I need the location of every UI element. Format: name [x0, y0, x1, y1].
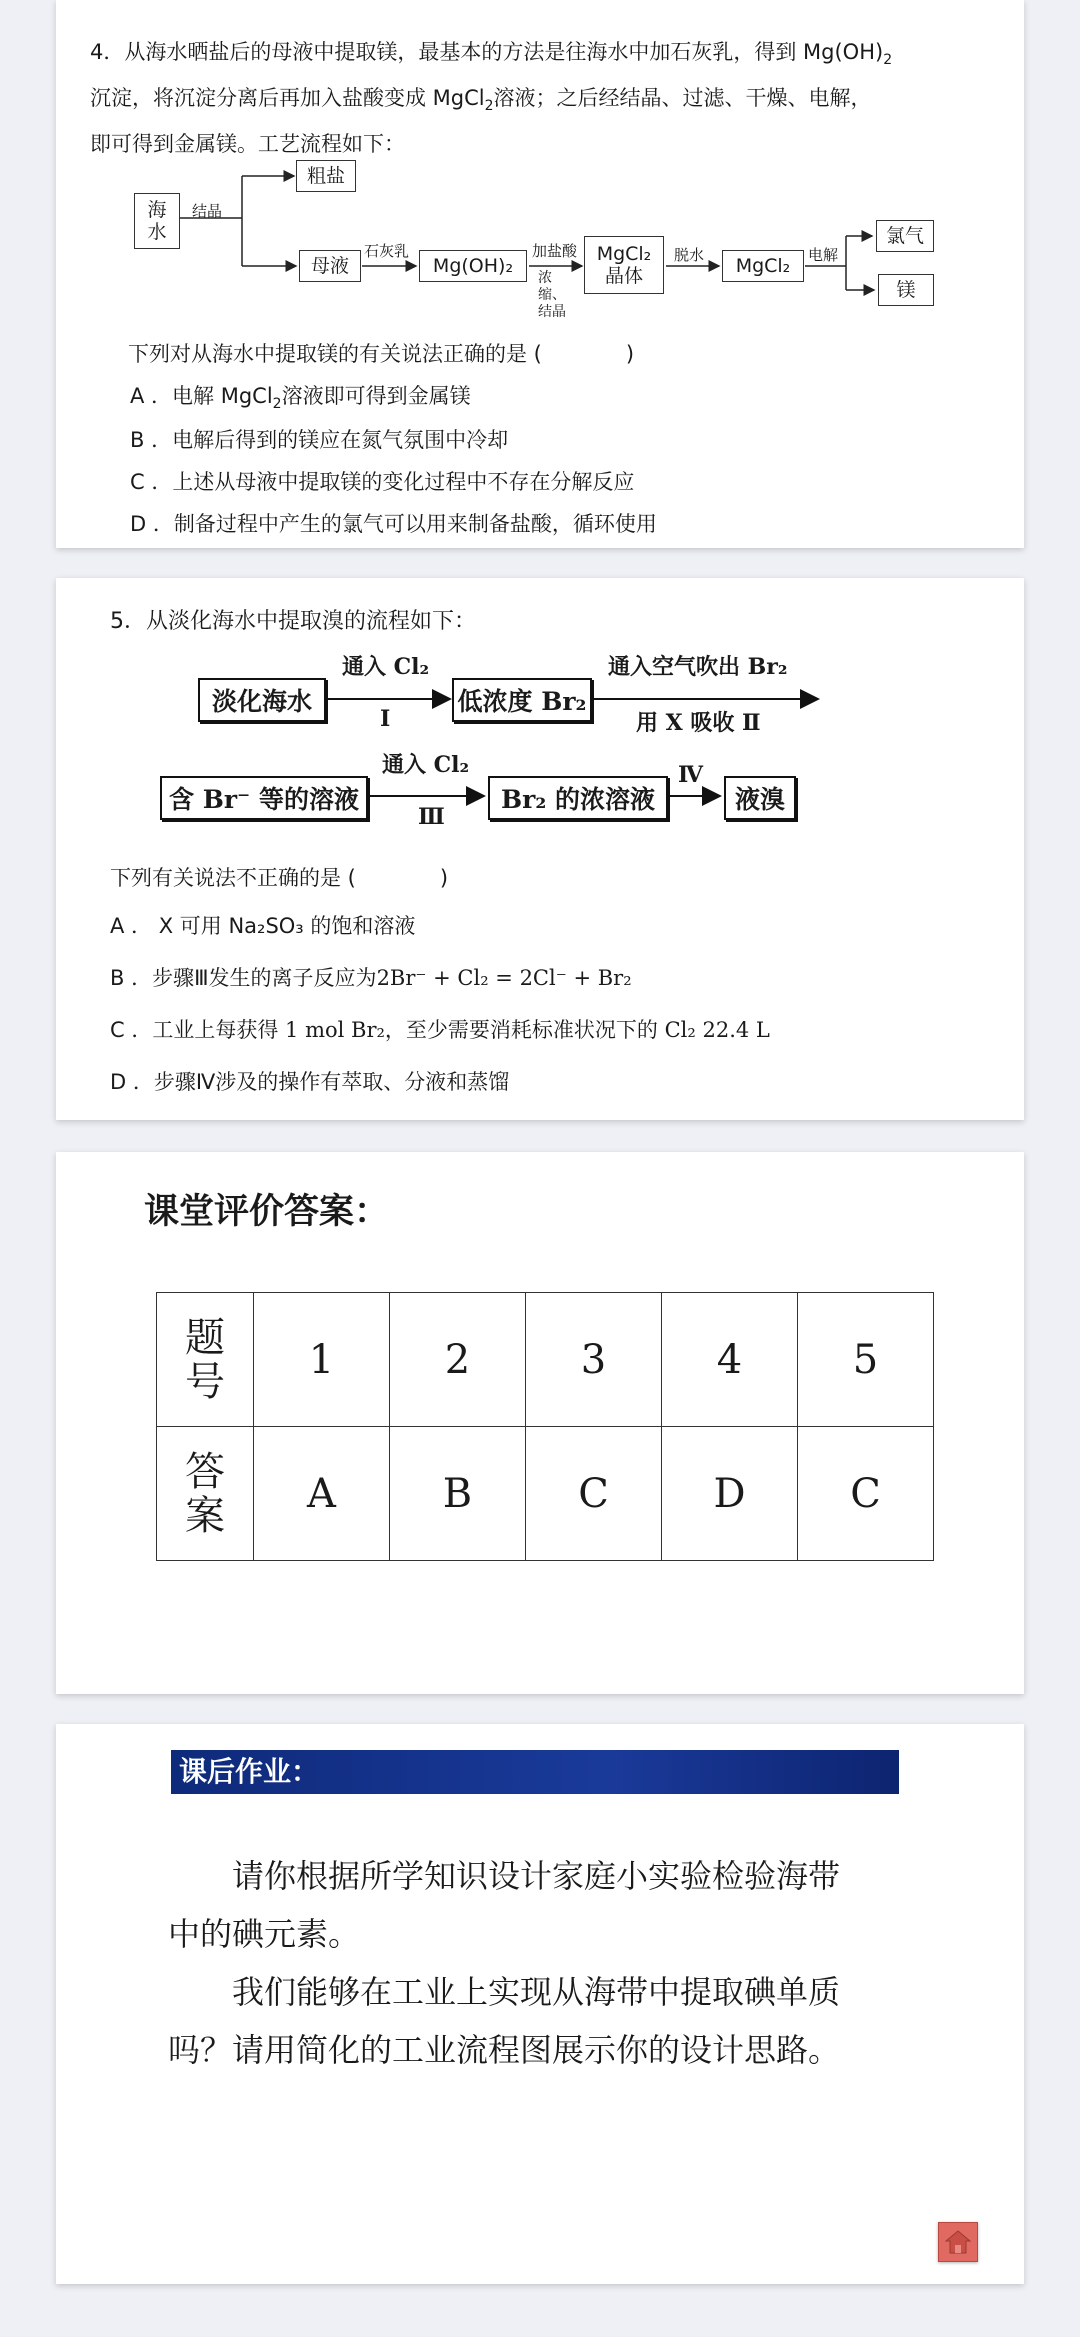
flow-label-concentrate: 浓缩、结晶 [538, 270, 566, 320]
q5-title: 5．从淡化海水中提取溴的流程如下： [110, 609, 476, 634]
flow-label-hcl: 加盐酸 [532, 242, 578, 260]
answer-cell: C [526, 1427, 662, 1561]
flow-label-lime: 石灰乳 [364, 242, 410, 260]
q4-option-b: B ．电解后得到的镁应在氮气氛围中冷却 [130, 428, 509, 452]
homework-card [56, 1724, 1024, 2284]
flow-label-electrolysis: 电解 [808, 246, 839, 264]
flow-box-mgcl2-crystal: MgCl₂晶体 [584, 236, 664, 294]
flow-label-step1-top: 通入 Cl₂ [342, 654, 430, 680]
flow-label-crystal: 结晶 [192, 202, 223, 220]
flow-box-br-solution: 含 Br⁻ 等的溶液 [160, 776, 368, 820]
answer-table [156, 1292, 934, 1561]
flow-box-conc-br2: Br₂ 的浓溶液 [488, 776, 668, 820]
answer-cell: A [254, 1427, 390, 1561]
number-cell: 1 [254, 1293, 390, 1427]
flow-label-step3-bottom: Ⅲ [418, 804, 445, 830]
homework-p2-line2: 吗？请用简化的工业流程图展示你的设计思路。 [168, 2031, 841, 2069]
number-cell: 4 [662, 1293, 798, 1427]
flow-box-mother-liquor: 母液 [299, 250, 361, 282]
flow-box-mgoh2: Mg(OH)₂ [419, 250, 527, 282]
answers-title: 课堂评价答案： [144, 1192, 390, 1232]
flow-label-dehydrate: 脱水 [674, 246, 705, 264]
q4-stem: 下列对从海水中提取镁的有关说法正确的是 ( ) [128, 342, 635, 366]
answer-cell: C [798, 1427, 934, 1561]
flow-label-step3-top: 通入 Cl₂ [382, 752, 470, 778]
home-icon [944, 2229, 972, 2255]
header-cell-answer: 答案 [157, 1427, 254, 1561]
q4-line1: 4．从海水晒盐后的母液中提取镁，最基本的方法是往海水中加石灰乳，得到 $Mg(OH)_2$ [90, 40, 893, 69]
answer-cell: D [662, 1427, 798, 1561]
q4-option-c: C ．上述从母液中提取镁的变化过程中不存在分解反应 [130, 470, 635, 494]
flow-label-step2-top: 通入空气吹出 Br₂ [608, 654, 788, 680]
flow-box-desalinated: 淡化海水 [198, 678, 326, 722]
flow-box-liquid-br: 液溴 [724, 776, 796, 820]
flow-box-magnesium: 镁 [878, 274, 934, 306]
homework-banner: 课后作业： [171, 1750, 899, 1794]
table-row [157, 1427, 934, 1561]
homework-p1-line2: 中的碘元素。 [168, 1915, 361, 1953]
flow-label-step2-bottom: 用 X 吸收 Ⅱ [636, 710, 761, 736]
q4-option-a: A ．电解 MgCl$_2$溶液即可得到金属镁 [130, 384, 471, 413]
home-button[interactable] [938, 2222, 978, 2262]
homework-p1-line1: 请你根据所学知识设计家庭小实验检验海带 [168, 1857, 841, 1895]
question-4-card [56, 0, 1024, 548]
q5-option-a: A ． X 可用 Na₂SO₃ 的饱和溶液 [110, 914, 416, 938]
flow-box-crude-salt: 粗盐 [296, 160, 356, 192]
q4-line3: 即可得到金属镁。工艺流程如下： [90, 132, 405, 156]
homework-p2-line1: 我们能够在工业上实现从海带中提取碘单质 [168, 1973, 841, 2011]
number-cell: 2 [390, 1293, 526, 1427]
flow-box-mgcl2: MgCl₂ [722, 250, 804, 282]
number-cell: 5 [798, 1293, 934, 1427]
flow-box-chlorine: 氯气 [876, 220, 934, 252]
q4-line2: 沉淀，将沉淀分离后再加入盐酸变成 MgCl$_2$溶液；之后经结晶、过滤、干燥、电解， [90, 86, 872, 115]
q4-option-d: D ．制备过程中产生的氯气可以用来制备盐酸，循环使用 [130, 512, 657, 536]
number-cell: 3 [526, 1293, 662, 1427]
answer-cell: B [390, 1427, 526, 1561]
answers-card [56, 1152, 1024, 1694]
question-5-card [56, 578, 1024, 1120]
table-row [157, 1293, 934, 1427]
flow-label-step4-top: Ⅳ [678, 762, 703, 788]
q5-stem: 下列有关说法不正确的是 ( ) [110, 866, 449, 890]
q5-option-d: D ．步骤Ⅳ涉及的操作有萃取、分液和蒸馏 [110, 1070, 510, 1094]
flow-label-step1-bottom: Ⅰ [380, 706, 391, 732]
flow-box-low-br2: 低浓度 Br₂ [452, 678, 592, 722]
q5-option-b: B ．步骤Ⅲ发生的离子反应为2Br⁻ + Cl₂ = 2Cl⁻ + Br₂ [110, 966, 632, 990]
header-cell-number: 题号 [157, 1293, 254, 1427]
flow-box-seawater: 海水 [134, 193, 180, 249]
q5-option-c: C ．工业上每获得 1 mol Br₂，至少需要消耗标准状况下的 Cl₂ 22.4 L [110, 1018, 770, 1042]
